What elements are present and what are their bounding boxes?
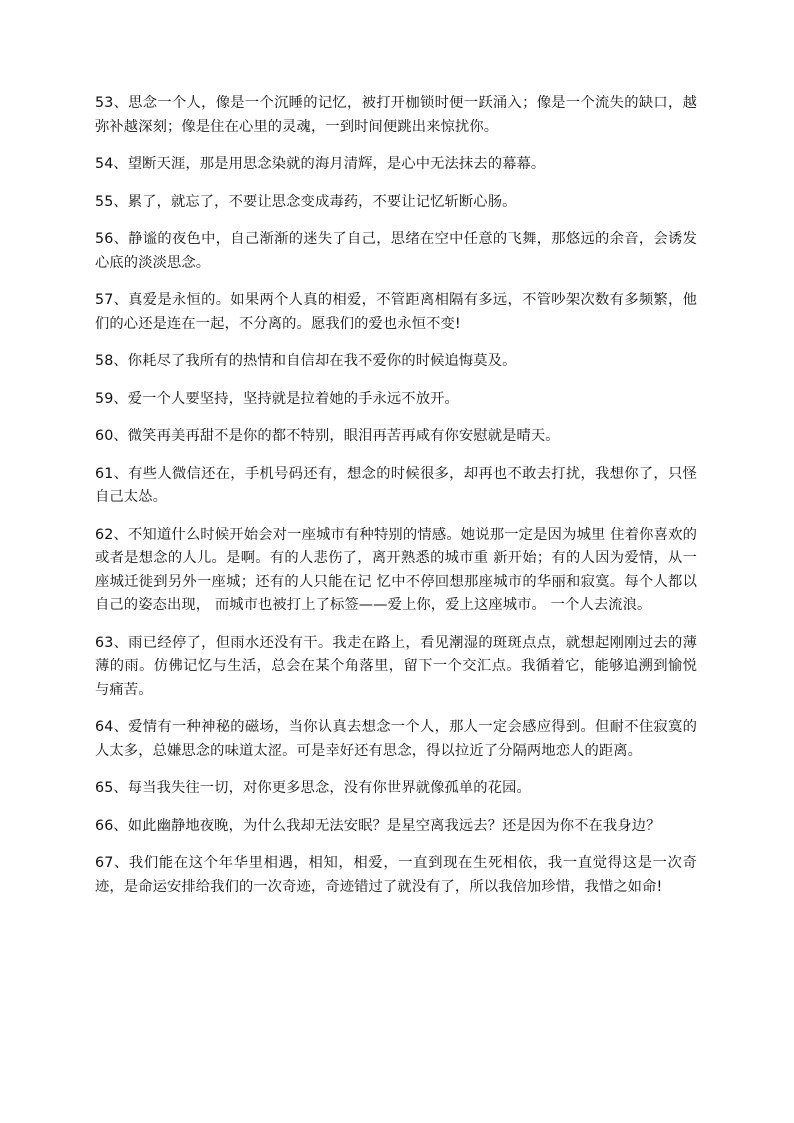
quote-entry-59: 59、爱一个人要坚持，坚持就是拉着她的手永远不放开。 — [95, 390, 459, 407]
quote-entry-66: 66、如此幽静地夜晚，为什么我却无法安眠？是星空离我远去？还是因为你不在我身边？ — [95, 817, 661, 834]
quote-entry-55: 55、累了，就忘了，不要让思念变成毒药，不要让记忆斩断心肠。 — [95, 193, 517, 210]
quote-entry-54: 54、望断天涯，那是用思念染就的海月清辉，是心中无法抹去的幕幕。 — [95, 156, 546, 172]
quote-entry-57: 57、真爱是永恒的。如果两个人真的相爱，不管距离相隔有多远，不管吵架次数有多频繁，他们的心还是连在一起，不分离的。愿我们的爱也永恒不变! — [95, 292, 697, 332]
quote-entry-67: 67、我们能在这个年华里相遇，相知，相爱，一直到现在生死相依，我一直觉得这是一次奇迹，是命运安排给我们的一次奇迹，奇迹错过了就没有了，所以我倍加珍惜，我惜之如命! — [95, 855, 697, 895]
quote-entry-53: 53、思念一个人，像是一个沉睡的记忆，被打开枷锁时便一跃涌入；像是一个流失的缺口，越弥补越深刻；像是住在心里的灵魂，一到时间便跳出来惊扰你。 — [95, 95, 697, 135]
quote-entry-58: 58、你耗尽了我所有的热情和自信却在我不爱你的时候追悔莫及。 — [95, 353, 517, 369]
quote-entry-65: 65、每当我失往一切，对你更多思念，没有你世界就像孤单的花园。 — [95, 780, 531, 796]
quote-entry-60: 60、微笑再美再甜不是你的都不特别，眼泪再苦再咸有你安慰就是晴天。 — [95, 428, 560, 444]
quote-list — [95, 92, 697, 913]
quote-entry-61: 61、有些人微信还在，手机号码还有，想念的时候很多，却再也不敢去打扰，我想你了，只怪自己太怂。 — [95, 465, 697, 505]
quote-entry-63: 63、雨已经停了，但雨水还没有干。我走在路上，看见潮湿的斑斑点点，就想起刚刚过去的薄薄的雨。仿佛记忆与生活，总会在某个角落里，留下一个交汇点。我循着它，能够追溯到愉悦与痛苦。 — [95, 634, 697, 698]
quote-entry-62: 62、不知道什么时候开始会对一座城市有种特别的情感。她说那一定是因为城里 住着你喜欢的或者是想念的人儿。是啊。有的人悲伤了，离开熟悉的城市重 新开始；有的人因为爱情，从一座城迁徙到另外一座城；还有的人只能在记 忆中不停回想那座城市的华丽和寂寞。每个人都以自己的姿态出现， 而城市也被打上了标签——爱上你，爱上这座城市。 一个人去流浪。 — [95, 526, 697, 613]
quote-entry-56: 56、静谧的夜色中，自己渐渐的迷失了自己，思绪在空中任意的飞舞，那悠远的余音，会诱发心底的淡淡思念。 — [95, 231, 697, 271]
quote-entry-64: 64、爱情有一种神秘的磁场，当你认真去想念一个人，那人一定会感应得到。但耐不住寂寞的人太多，总嫌思念的味道太涩。可是幸好还有思念，得以拉近了分隔两地恋人的距离。 — [95, 719, 697, 759]
